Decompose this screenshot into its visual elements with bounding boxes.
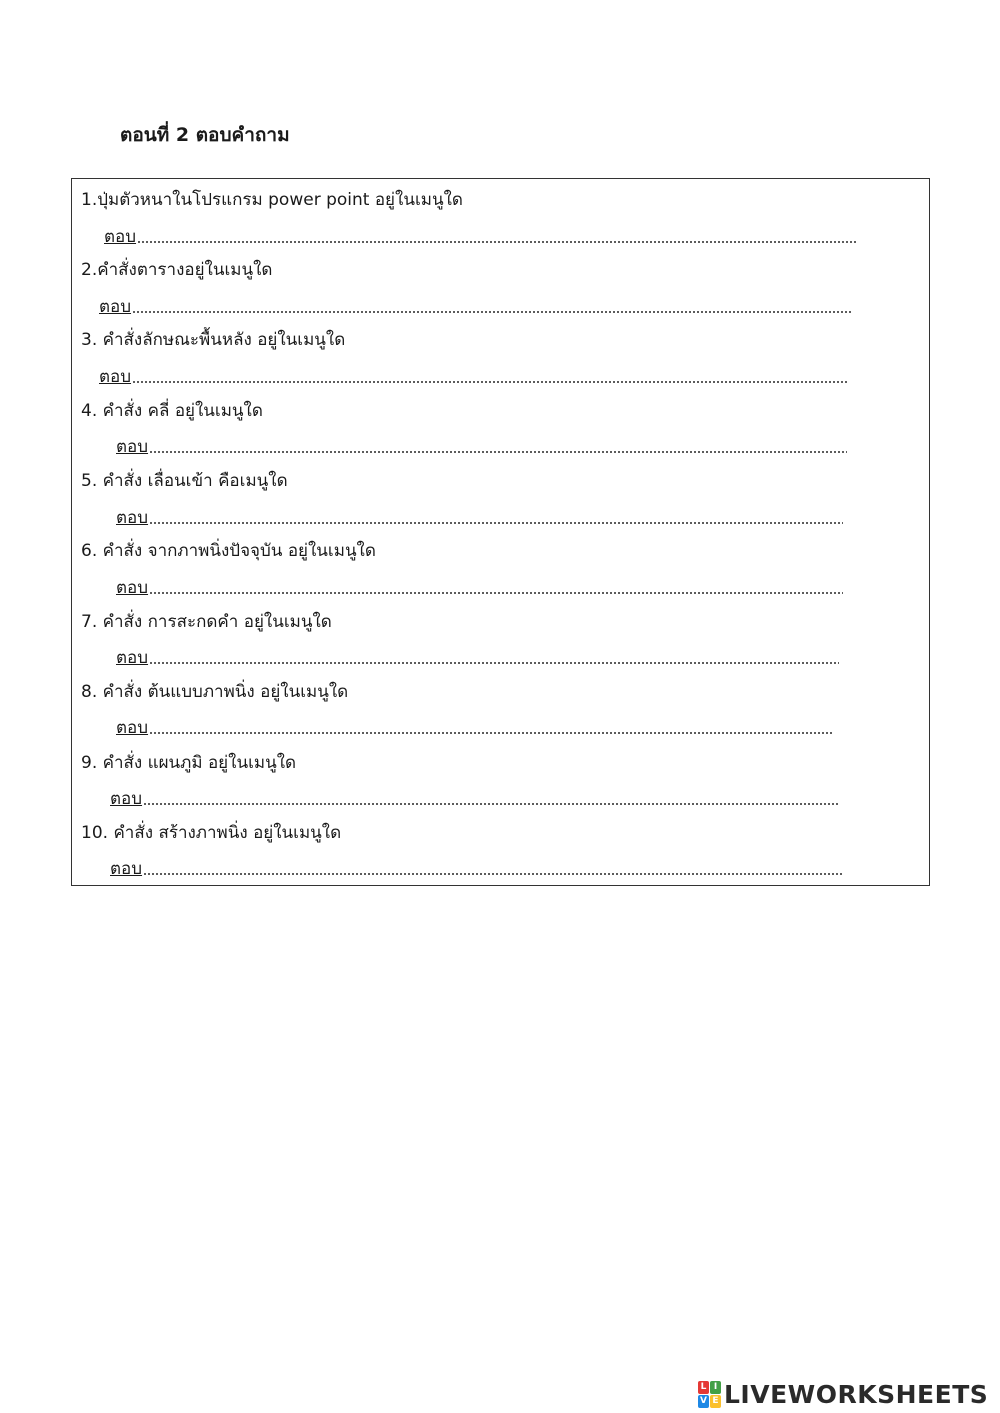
question-7: 7. คำสั่ง การสะกดคำ อยู่ในเมนูใด [81,612,332,632]
answer-label: ตอบ [99,367,132,387]
logo-letter: V [698,1395,709,1408]
question-10: 10. คำสั่ง สร้างภาพนิ่ง อยู่ในเมนูใด [81,823,342,843]
answer-label: ตอบ [110,859,143,879]
logo-letter: E [710,1395,721,1408]
answer-line-2[interactable] [99,296,852,318]
question-5: 5. คำสั่ง เลื่อนเข้า คือเมนูใด [81,471,288,491]
answer-label: ตอบ [99,297,132,317]
question-4: 4. คำสั่ง คลี่ อยู่ในเมนูใด [81,401,263,421]
question-box [71,178,930,886]
question-3: 3. คำสั่งลักษณะพื้นหลัง อยู่ในเมนูใด [81,330,346,350]
answer-dots [149,731,834,735]
answer-dots [132,310,852,314]
question-1: 1.ปุ่มตัวหนาในโปรแกรม power point อยู่ในเมนูใด [81,190,463,210]
brand-text: LIVEWORKSHEETS [724,1379,989,1409]
answer-dots [132,380,848,384]
liveworksheets-logo-icon [698,1381,720,1407]
question-8: 8. คำสั่ง ต้นแบบภาพนิ่ง อยู่ในเมนูใด [81,682,349,702]
question-6: 6. คำสั่ง จากภาพนิ่งปัจจุบัน อยู่ในเมนูใด [81,541,376,561]
answer-dots [143,802,838,806]
answer-line-3[interactable] [99,366,848,388]
answer-line-1[interactable] [104,226,856,248]
answer-dots [149,661,839,665]
answer-line-4[interactable] [116,436,847,458]
answer-dots [143,872,842,876]
answer-line-8[interactable] [116,717,834,739]
section-title: ตอนที่ 2 ตอบคำถาม [120,124,290,146]
answer-line-7[interactable] [116,647,839,669]
answer-label: ตอบ [116,578,149,598]
answer-line-10[interactable] [110,858,842,880]
answer-line-6[interactable] [116,577,843,599]
logo-letter: L [698,1381,709,1394]
answer-line-5[interactable] [116,507,843,529]
answer-label: ตอบ [116,508,149,528]
question-2: 2.คำสั่งตารางอยู่ในเมนูใด [81,260,273,280]
answer-label: ตอบ [116,437,149,457]
answer-line-9[interactable] [110,788,838,810]
answer-dots [149,521,843,525]
answer-label: ตอบ [116,718,149,738]
question-9: 9. คำสั่ง แผนภูมิ อยู่ในเมนูใด [81,753,297,773]
answer-label: ตอบ [110,789,143,809]
logo-letter: I [710,1381,721,1394]
liveworksheets-logo [698,1378,988,1410]
answer-label: ตอบ [104,227,137,247]
answer-dots [149,450,847,454]
answer-dots [149,591,843,595]
answer-dots [137,240,856,244]
answer-label: ตอบ [116,648,149,668]
